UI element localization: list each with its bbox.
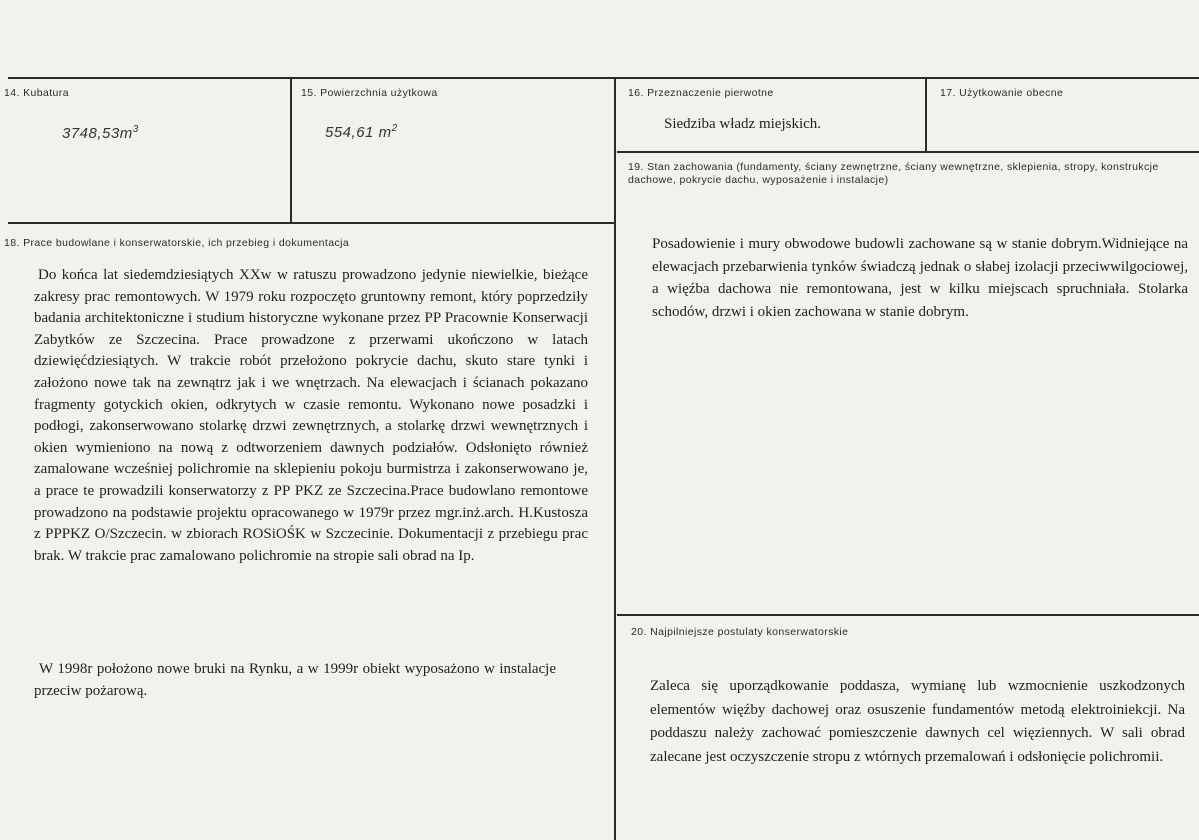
field-16-label: 16. Przeznaczenie pierwotne (628, 87, 774, 99)
field-17-label: 17. Użytkowanie obecne (940, 87, 1064, 99)
field-18-label: 18. Prace budowlane i konserwatorskie, ich przebieg i dokumentacja (4, 237, 350, 249)
cubature-exponent: 3 (132, 124, 139, 135)
field-14-label: 14. Kubatura (4, 87, 69, 99)
top-rule (8, 77, 1199, 79)
divider-14-15 (290, 77, 292, 223)
center-divider (614, 77, 616, 840)
cubature-unit: m (119, 125, 133, 142)
field-18-paragraph-2: W 1998r położono nowe bruki na Rynku, a w 1999r obiekt wyposażono w instalacje przeciw pożarową. (34, 661, 556, 699)
divider-16-17 (925, 77, 927, 152)
left-section-rule (8, 222, 614, 224)
area-number: 554,61 (325, 124, 374, 141)
field-20-text: Zaleca się uporządkowanie poddasza, wymianę lub wzmocnienie uszkodzonych elementów więźby dachowej oraz osuszenie fundamentów metodą elektroiniekcji. Na poddaszu należy zachować pomieszczenie dawnych cel więziennych. W sali obrad zalecane jest oczyszczenie stropu z wtórnych przemalowań i odsłonięcie polichromii. (650, 678, 1185, 765)
area-exponent: 2 (391, 123, 398, 134)
field-20-label: 20. Najpilniejsze postulaty konserwatorskie (631, 626, 849, 638)
field-16-value: Siedziba władz miejskich. (664, 116, 822, 132)
area-unit: m (378, 124, 392, 141)
right-upper-rule (617, 151, 1199, 153)
field-19-text: Posadowienie i mury obwodowe budowli zachowane są w stanie dobrym.Widniejące na elewacjach przebarwienia tynków świadczą jednak o słabej izolacji przeciwwilgociowej, a więźba dachowa nie remontowana, jest w kilku miejscach spruchniała. Stolarka schodów, drzwi i okien zachowana w stanie dobrym. (652, 236, 1188, 320)
right-lower-rule (617, 614, 1199, 616)
field-14-value (62, 124, 139, 142)
field-19-label: 19. Stan zachowania (fundamenty, ściany zewnętrzne, ściany wewnętrzne, sklepienia, stropy, konstrukcje dachowe, pokrycie dachu, wyposażenie i instalacje) (628, 161, 1159, 186)
field-18-paragraph-1: Do końca lat siedemdziesiątych XXw w ratuszu prowadzono jedynie niewielkie, bieżące zakresy prac remontowych. W 1979 roku rozpoczęto gruntowny remont, który poprzedziły badania architektoniczne i studium historyczne wykonane przez PP Pracownie Konserwacji Zabytków ze Szczecina. Prace prowadzone z przerwami ukończono w latach dziewięćdziesiątych. W trakcie robót przełożono pokrycie dachu, skuto stare tynki i założono nowe tak na zewnątrz jak i we wnętrzach. Na elewacjach i ścianach pokazano fragmenty gotyckich okien, odkrytych w czasie remontu. Wykonano nowe posadzki i podłogi, zakonserwowano stolarkę drzwi zewnętrznych, a stolarkę drzwi wewnętrznych i okien wymieniono na nową z odtworzeniem dawnych podziałów. Odsłonięto również zamalowane wcześniej polichromie na sklepieniu pokoju burmistrza i zakonserwowano je, a prace te prowadzili konserwatorzy z PP PKZ ze Szczecina.Prace budowlano remontowe prowadzono na podstawie projektu opracowanego w 1979r przez mgr.inż.arch. H.Kustosza z PPPKZ O/Szczecin. w zbiorach ROSiOŚK w Szczecinie. Dokumentacji z przebiegu prac brak. W trakcie prac zamalowano polichromie na stropie sali obrad na Ip. (34, 267, 588, 564)
cubature-number: 3748,53 (62, 125, 120, 142)
field-15-value (325, 123, 398, 141)
field-15-label: 15. Powierzchnia użytkowa (301, 87, 438, 99)
